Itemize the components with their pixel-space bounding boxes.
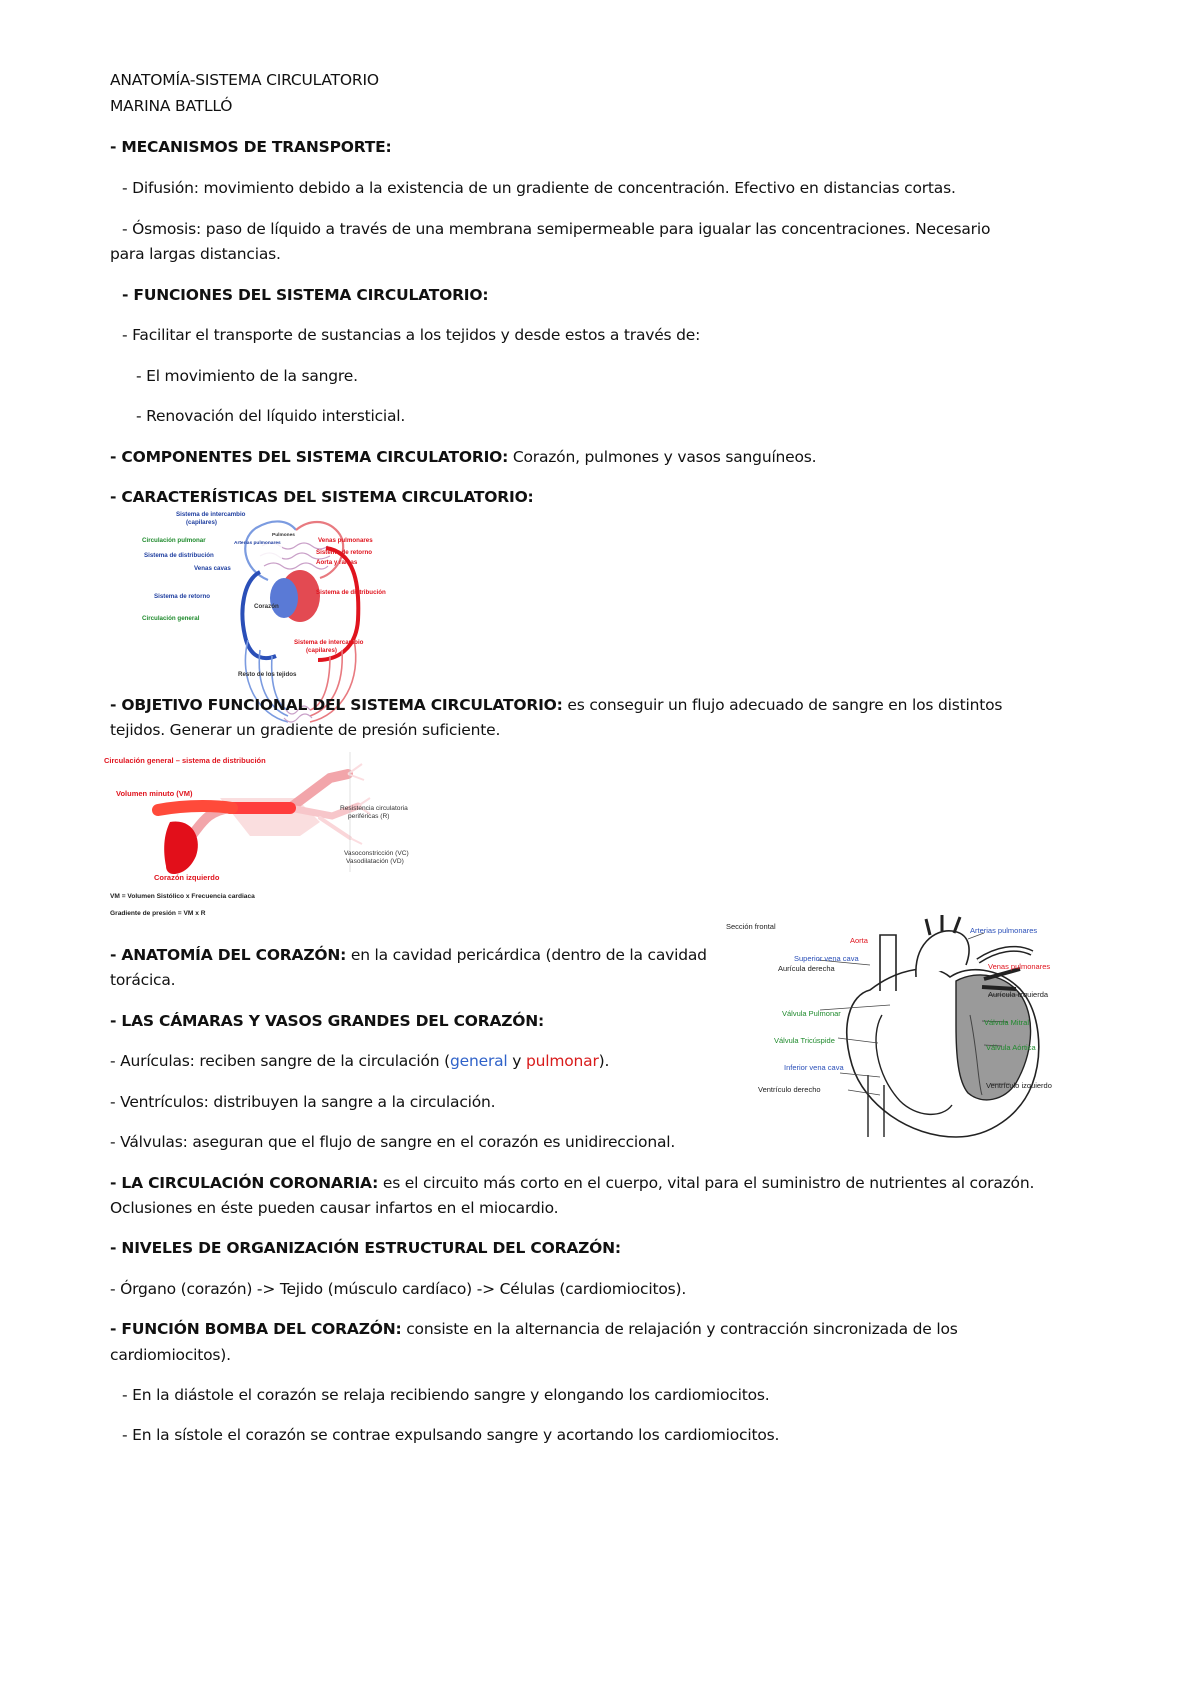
label-pulmones: Pulmones: [272, 533, 295, 538]
label-corazon: Corazón: [254, 603, 279, 610]
label-formula-vm: VM = Volumen Sistólico x Frecuencia cardiaca: [110, 893, 255, 900]
text-valvulas: - Válvulas: aseguran que el flujo de sangre en el corazón es unidireccional.: [110, 1133, 676, 1151]
label-valvula-mitral: Válvula Mitral: [984, 1018, 1030, 1027]
text-bomba-2: cardiomiocitos).: [110, 1346, 231, 1364]
heading-objetivo: - OBJETIVO FUNCIONAL DEL SISTEMA CIRCULATORIO:: [110, 696, 563, 714]
text-pulmonar: pulmonar: [525, 1052, 599, 1070]
doc-author: MARINA BATLLÓ: [110, 97, 233, 115]
heading-componentes: - COMPONENTES DEL SISTEMA CIRCULATORIO:: [110, 448, 509, 466]
paragraph-objetivo: - OBJETIVO FUNCIONAL DEL SISTEMA CIRCULATORIO: es conseguir un flujo adecuado de sangre en los distintos: [110, 696, 1003, 714]
text-funciones-item1: - El movimiento de la sangre.: [136, 367, 358, 385]
label-sist-retorno-right: Sistema de retorno: [316, 549, 373, 556]
label-auricula-derecha: Aurícula derecha: [778, 964, 835, 973]
heading-camaras: - LAS CÁMARAS Y VASOS GRANDES DEL CORAZÓN:: [110, 1012, 545, 1030]
label-venas-pulmonares: Venas pulmonares: [988, 962, 1051, 971]
label-formula-gradiente: Gradiente de presión = VM x R: [110, 910, 206, 917]
text-sistole: - En la sístole el corazón se contrae expulsando sangre y acortando los cardiomiocitos.: [122, 1426, 780, 1444]
label-ventriculo-derecho: Ventrículo derecho: [758, 1085, 821, 1094]
text-ventriculos: - Ventrículos: distribuyen la sangre a la circulación.: [110, 1093, 496, 1111]
heart-frontal-section-diagram: [720, 905, 1180, 1145]
heading-funciones: - FUNCIONES DEL SISTEMA CIRCULATORIO:: [122, 286, 489, 304]
doc-title: ANATOMÍA-SISTEMA CIRCULATORIO: [110, 71, 379, 89]
label-corazon-izquierdo: Corazón izquierdo: [154, 873, 220, 882]
heading-mecanismos: - MECANISMOS DE TRANSPORTE:: [110, 138, 392, 156]
aorta-arch-icon: [916, 931, 969, 977]
distribution-system-diagram: [100, 752, 470, 927]
text-coronaria-2: Oclusiones en éste pueden causar infartos en el miocardio.: [110, 1199, 559, 1217]
label-vasoconstriccion: Vasoconstricción (VC): [344, 850, 409, 857]
paragraph-anatomia: - ANATOMÍA DEL CORAZÓN: en la cavidad pericárdica (dentro de la cavidad: [110, 946, 707, 964]
label-arterias-pulmonares: Arterias pulmonares: [234, 541, 281, 546]
heading-caracteristicas: - CARACTERÍSTICAS DEL SISTEMA CIRCULATORIO:: [110, 488, 534, 506]
superior-vena-cava-icon: [880, 935, 896, 991]
label-vena-cava-inferior: Inferior vena cava: [784, 1063, 844, 1072]
label-fig2-title: Circulación general – sistema de distribución: [104, 756, 266, 765]
label-aorta-ramas: Aorta y ramas: [316, 559, 358, 566]
text-osmosis-1: - Ósmosis: paso de líquido a través de una membrana semipermeable para igualar las concentraciones. Necesario: [122, 220, 991, 238]
heading-bomba: - FUNCIÓN BOMBA DEL CORAZÓN:: [110, 1320, 402, 1338]
label-circ-pulmonar: Circulación pulmonar: [142, 537, 206, 544]
text-funciones-item2: - Renovación del líquido intersticial.: [136, 407, 406, 425]
label-resistencia-2: periféricas (R): [348, 813, 390, 820]
label-capilares-top: (capilares): [186, 519, 217, 526]
label-sist-retorno-left: Sistema de retorno: [154, 593, 211, 600]
text-auriculas: - Aurículas: reciben sangre de la circulación (general y pulmonar).: [110, 1052, 610, 1070]
paragraph-componentes: - COMPONENTES DEL SISTEMA CIRCULATORIO: Corazón, pulmones y vasos sanguíneos.: [110, 448, 817, 466]
label-ventriculo-izquierdo: Ventrículo izquierdo: [986, 1081, 1052, 1090]
label-arterias-pulmonares: Arterias pulmonares: [970, 926, 1038, 935]
text-osmosis-2: para largas distancias.: [110, 245, 281, 263]
text-objetivo-2: tejidos. Generar un gradiente de presión suficiente.: [110, 721, 501, 739]
label-valvula-tricuspide: Válvula Tricúspide: [774, 1036, 835, 1045]
label-vasodilatacion: Vasodilatación (VD): [346, 858, 404, 865]
heading-coronaria: - LA CIRCULACIÓN CORONARIA:: [110, 1174, 379, 1192]
label-circ-general: Circulación general: [142, 615, 200, 622]
text-niveles: - Órgano (corazón) -> Tejido (músculo cardíaco) -> Células (cardiomiocitos).: [110, 1280, 687, 1298]
label-resistencia-1: Resistencia circulatoria: [340, 805, 408, 812]
heading-niveles: - NIVELES DE ORGANIZACIÓN ESTRUCTURAL DEL CORAZÓN:: [110, 1239, 621, 1257]
label-sist-distribucion-right: Sistema de distribución: [316, 589, 386, 596]
paragraph-bomba: - FUNCIÓN BOMBA DEL CORAZÓN: consiste en la alternancia de relajación y contracción sincronizada de los: [110, 1320, 958, 1338]
label-vena-cava-superior: Superior vena cava: [794, 954, 859, 963]
text-difusion: - Difusión: movimiento debido a la existencia de un gradiente de concentración. Efectivo en distancias cortas.: [122, 179, 956, 197]
label-venas-cavas: Venas cavas: [194, 565, 231, 572]
label-valvula-pulmonar: Válvula Pulmonar: [782, 1009, 841, 1018]
text-diastole: - En la diástole el corazón se relaja recibiendo sangre y elongando los cardiomiocitos.: [122, 1386, 770, 1404]
label-valvula-aortica: Válvula Aórtica: [986, 1043, 1036, 1052]
label-auricula-izquierda: Aurícula izquierda: [988, 990, 1049, 999]
label-capilares-bottom: (capilares): [306, 647, 337, 654]
text-general: general: [450, 1052, 508, 1070]
label-resto-tejidos: Resto de los tejidos: [238, 671, 297, 678]
label-aorta: Aorta: [850, 936, 868, 945]
label-seccion-frontal: Sección frontal: [726, 922, 776, 931]
label-sist-distribucion-left: Sistema de distribución: [144, 552, 214, 559]
heading-anatomia: - ANATOMÍA DEL CORAZÓN:: [110, 946, 347, 964]
paragraph-coronaria: - LA CIRCULACIÓN CORONARIA: es el circuito más corto en el cuerpo, vital para el suministro de nutrientes al corazón.: [110, 1174, 1035, 1192]
label-sist-intercambio-top: Sistema de intercambio: [176, 511, 246, 518]
label-sist-intercambio-bottom: Sistema de intercambio: [294, 639, 364, 646]
text-funciones-intro: - Facilitar el transporte de sustancias a los tejidos y desde estos a través de:: [122, 326, 701, 344]
label-venas-pulmonares: Venas pulmonares: [318, 537, 373, 544]
text-anatomia-2: torácica.: [110, 971, 176, 989]
label-volumen-minuto: Volumen minuto (VM): [116, 789, 193, 798]
